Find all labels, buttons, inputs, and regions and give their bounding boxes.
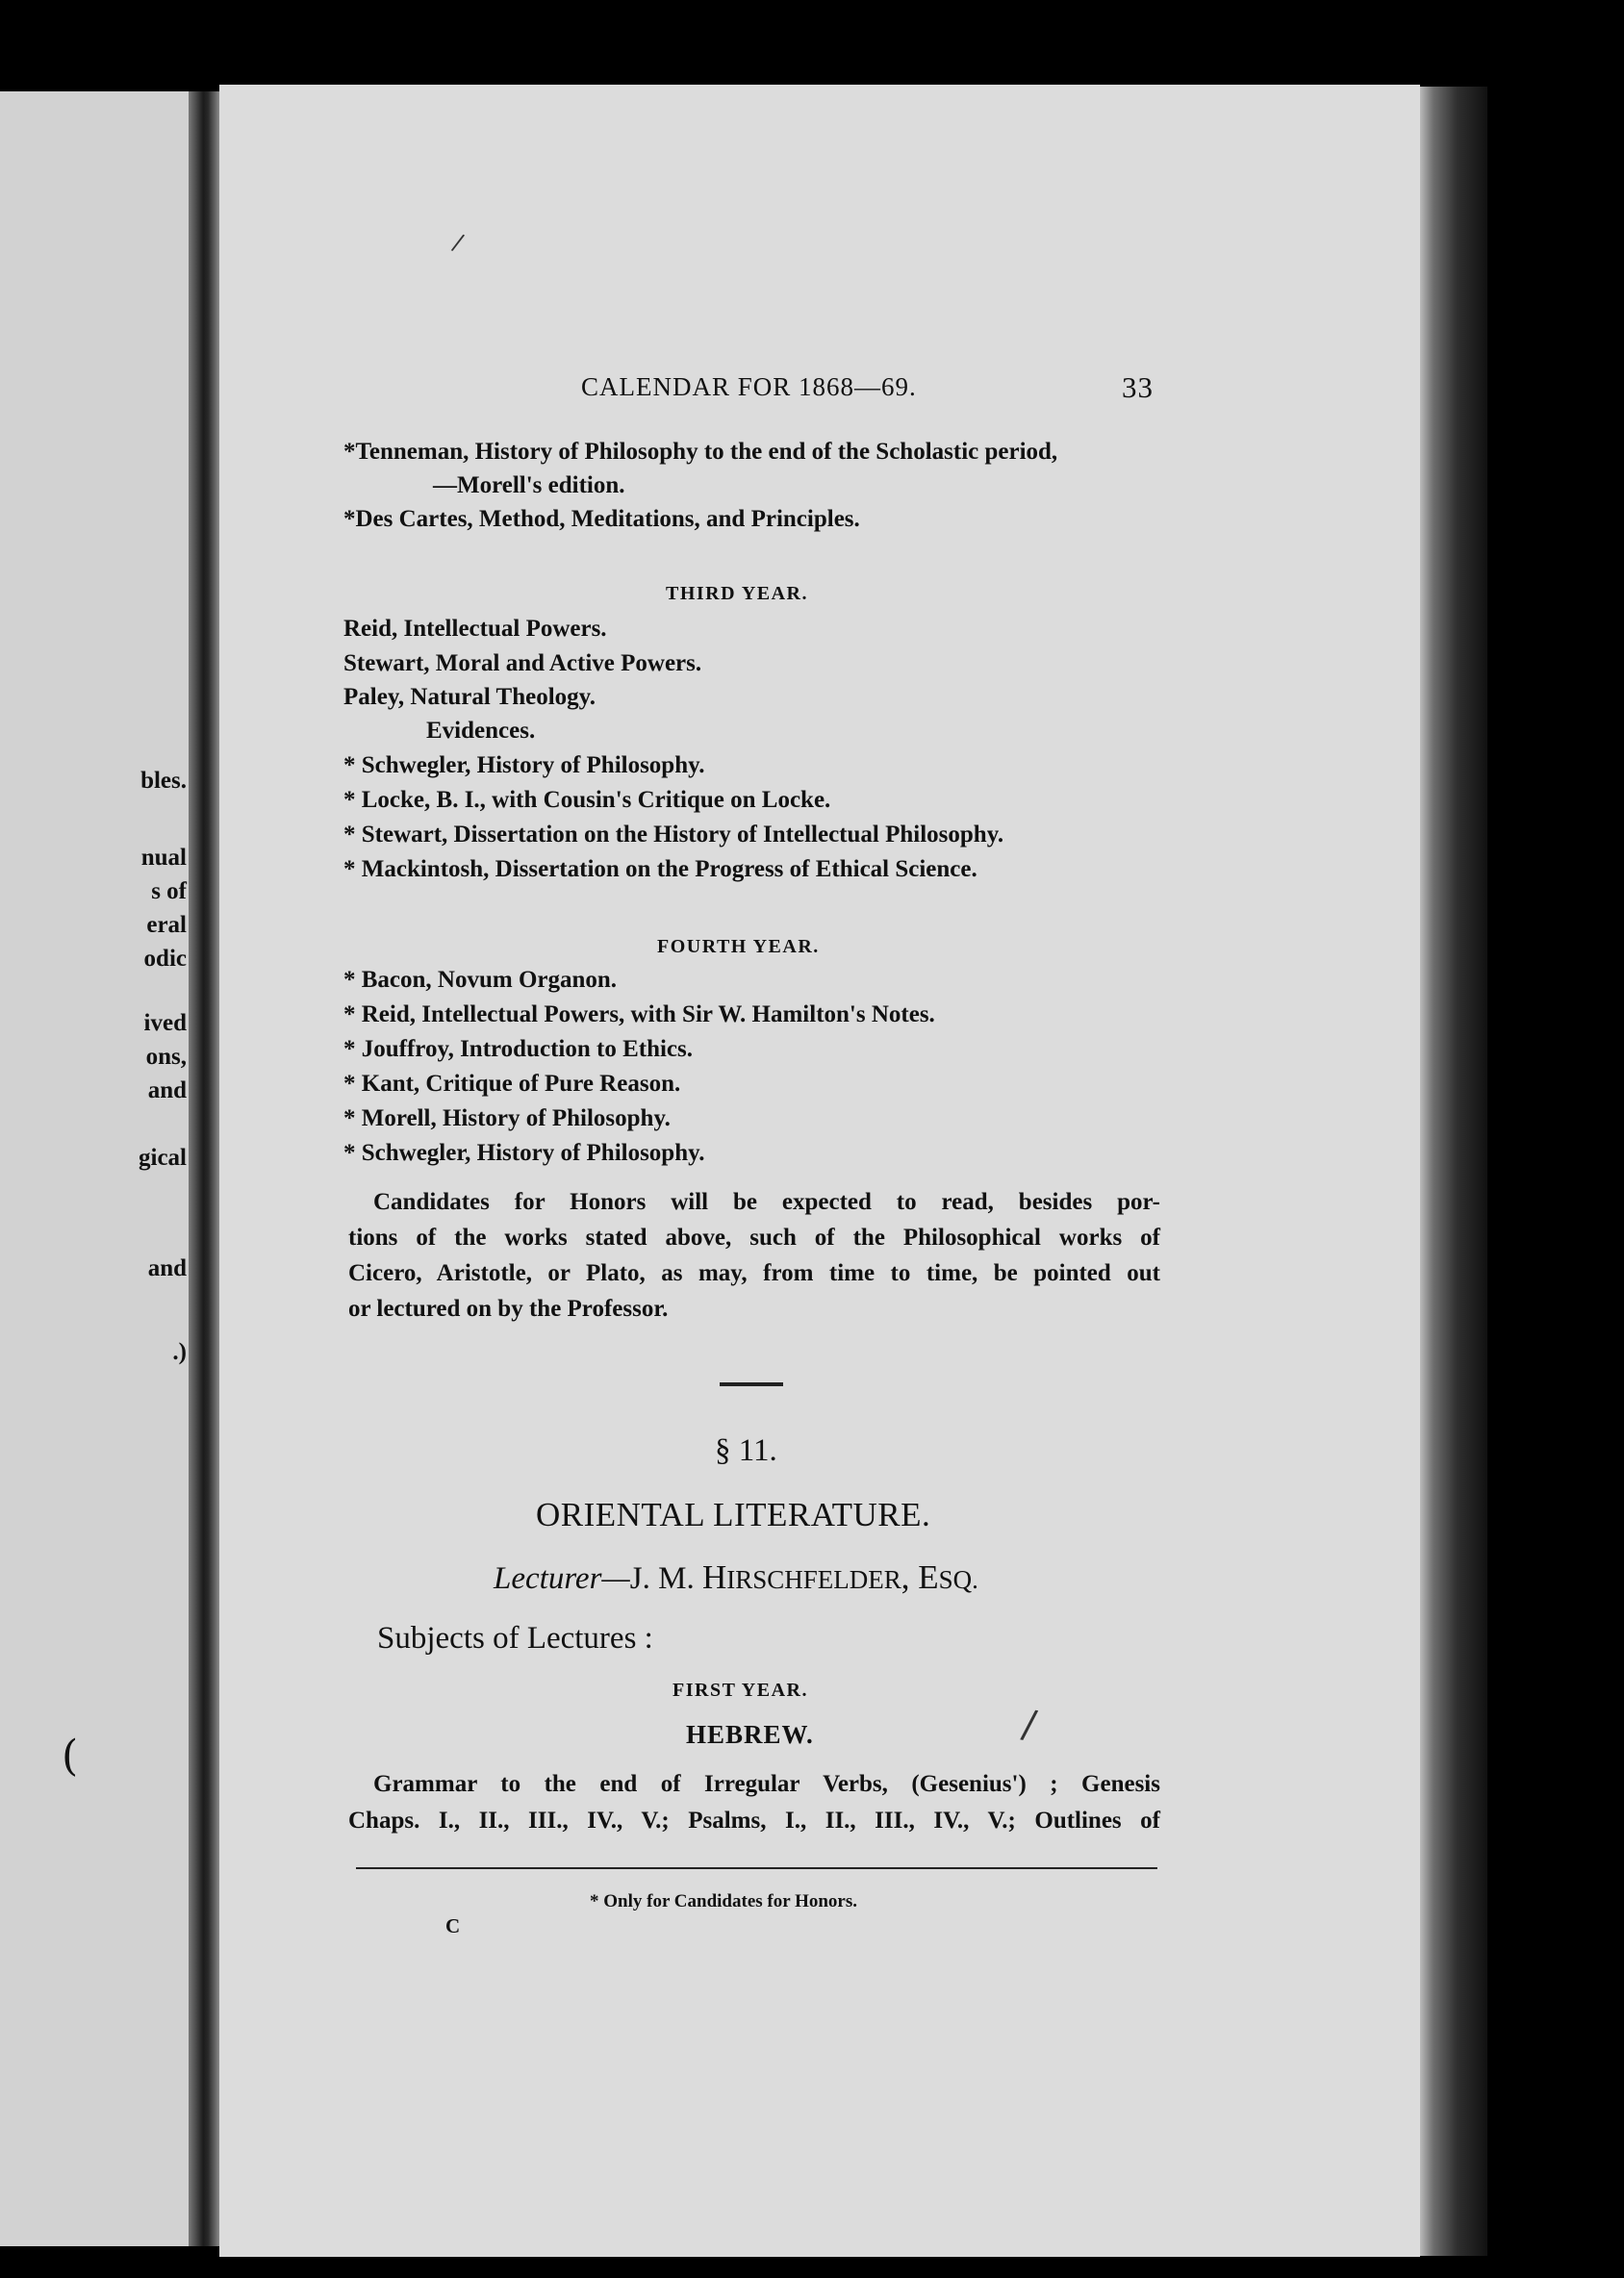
book-page [219, 85, 1420, 2257]
lecturer-initials: J. M. [629, 1561, 702, 1596]
left-fragment: and [147, 1255, 187, 1281]
left-fragment: .) [172, 1339, 187, 1365]
third-year-heading: THIRD YEAR. [666, 583, 808, 604]
third-year-item: Stewart, Moral and Active Powers. [343, 650, 702, 676]
entry-tenneman: *Tenneman, History of Philosophy to the end of the Scholastic period, [343, 439, 1058, 465]
footnote: * Only for Candidates for Honors. [590, 1891, 857, 1911]
lecturer-label: Lecturer— [494, 1561, 630, 1596]
page-edge-shadow [1420, 87, 1487, 2256]
margin-speck: ( [62, 1732, 79, 1781]
subjects-label: Subjects of Lectures : [377, 1621, 653, 1656]
left-fragment: s of [151, 878, 187, 904]
page-number: 33 [1122, 370, 1154, 404]
hebrew-heading: HEBREW. [686, 1720, 814, 1749]
third-year-item: Paley, Natural Theology. [343, 684, 596, 710]
honors-paragraph-line: Candidates for Honors will be expected to read, besides por- [373, 1189, 1160, 1215]
honors-paragraph-line: or lectured on by the Professor. [348, 1296, 669, 1322]
honors-paragraph-line: tions of the works stated above, such of the Philosophical works of [348, 1225, 1160, 1251]
third-year-item: * Locke, B. I., with Cousin's Critique on Locke. [343, 787, 831, 813]
lecturer-line [494, 1558, 978, 1597]
running-title: CALENDAR FOR 1868—69. [581, 372, 917, 401]
left-fragment: odic [143, 946, 187, 972]
section-number: § 11. [715, 1433, 777, 1468]
fourth-year-item: * Schwegler, History of Philosophy. [343, 1140, 705, 1166]
entry-descartes: *Des Cartes, Method, Meditations, and Principles. [343, 506, 860, 532]
third-year-item: * Mackintosh, Dissertation on the Progress of Ethical Science. [343, 856, 977, 882]
book-gutter [189, 91, 221, 2246]
third-year-item: * Stewart, Dissertation on the History of Intellectual Philosophy. [343, 822, 1004, 848]
first-year-heading: FIRST YEAR. [672, 1680, 808, 1701]
left-fragment: and [147, 1077, 187, 1103]
fourth-year-heading: FOURTH YEAR. [657, 936, 820, 957]
margin-speck: / [449, 228, 467, 257]
left-fragment: eral [146, 912, 187, 938]
left-facing-page [0, 91, 192, 2246]
fourth-year-item: * Jouffroy, Introduction to Ethics. [343, 1036, 694, 1062]
hebrew-text-line: Grammar to the end of Irregular Verbs, (Gesenius') ; Genesis [373, 1771, 1160, 1797]
fourth-year-item: * Bacon, Novum Organon. [343, 967, 618, 993]
left-fragment: gical [139, 1145, 187, 1171]
lecturer-suffix-cap: , E [901, 1558, 939, 1596]
left-fragment: bles. [140, 768, 187, 794]
third-year-item: Reid, Intellectual Powers. [343, 616, 607, 642]
entry-morell-edition: —Morell's edition. [433, 472, 625, 498]
lecturer-surname-cap: H [701, 1558, 727, 1596]
third-year-item: * Schwegler, History of Philosophy. [343, 752, 705, 778]
third-year-item: Evidences. [426, 718, 536, 744]
signature-mark: C [445, 1914, 461, 1937]
section-title: ORIENTAL LITERATURE. [536, 1496, 931, 1533]
honors-paragraph-line: Cicero, Aristotle, or Plato, as may, from time to time, be pointed out [348, 1260, 1160, 1286]
hebrew-text-line: Chaps. I., II., III., IV., V.; Psalms, I., II., III., IV., V.; Outlines of [348, 1808, 1160, 1834]
left-fragment: ived [143, 1010, 187, 1036]
pencil-mark: / [1019, 1702, 1040, 1748]
fourth-year-item: * Kant, Critique of Pure Reason. [343, 1071, 681, 1097]
section-divider [720, 1382, 783, 1386]
footnote-rule [356, 1867, 1157, 1869]
lecturer-surname-rest: IRSCHFELDER [726, 1565, 901, 1594]
fourth-year-item: * Morell, History of Philosophy. [343, 1105, 671, 1131]
lecturer-suffix-rest: SQ. [938, 1565, 978, 1594]
fourth-year-item: * Reid, Intellectual Powers, with Sir W. Hamilton's Notes. [343, 1001, 935, 1027]
left-fragment: ons, [145, 1044, 187, 1070]
left-fragment: nual [140, 845, 187, 871]
